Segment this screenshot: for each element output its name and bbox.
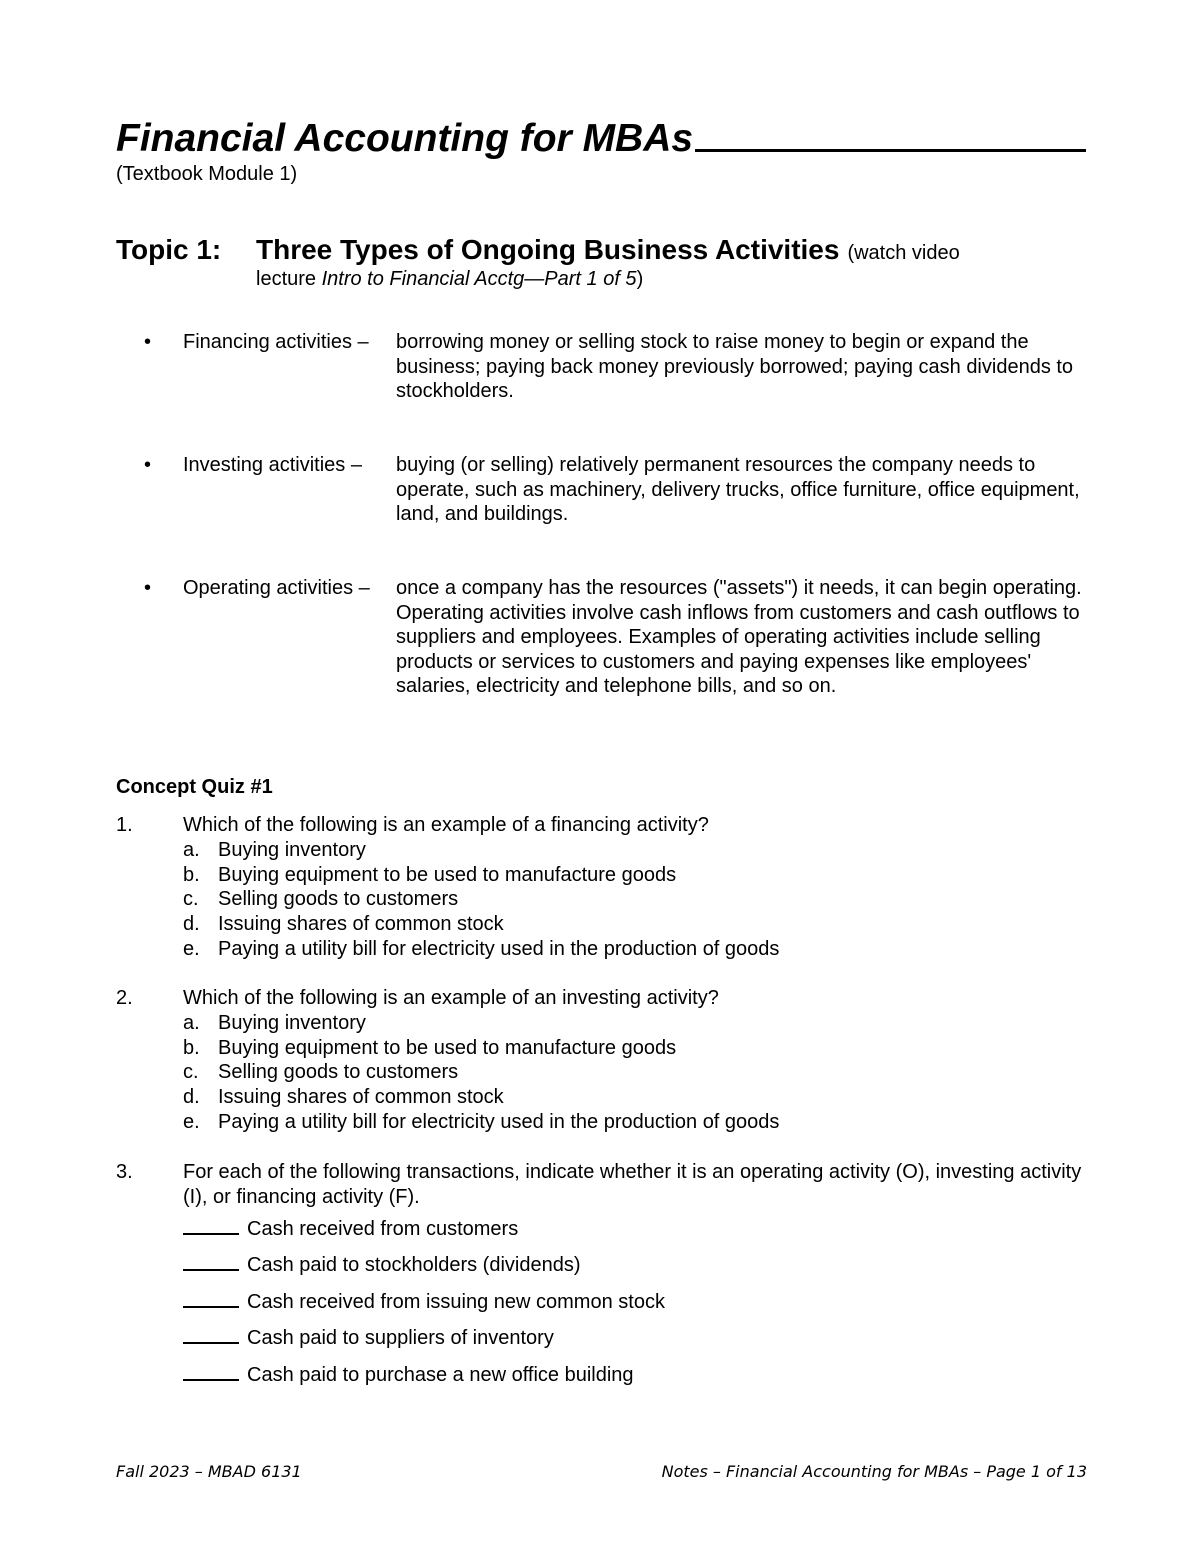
list-item xyxy=(144,576,1104,699)
answer-options xyxy=(183,838,1096,962)
bullet-icon: • xyxy=(144,331,152,353)
activity-term: Financing activities – xyxy=(183,331,369,353)
list-item: Cash paid to purchase a new office building xyxy=(183,1360,1096,1397)
topic-note: (watch video xyxy=(847,242,960,264)
list-item: Cash received from issuing new common stock xyxy=(183,1287,1096,1324)
bullet-icon: • xyxy=(144,577,152,599)
answer-option: d. Issuing shares of common stock xyxy=(183,913,504,936)
answer-option: b. Buying equipment to be used to manufacture goods xyxy=(183,1036,677,1059)
quiz-heading: Concept Quiz #1 xyxy=(116,776,273,798)
list-item: Cash paid to suppliers of inventory xyxy=(183,1323,1096,1360)
footer-page-number: Notes – Financial Accounting for MBAs – Page 1 of 13 xyxy=(661,1462,1087,1481)
answer-option: e. Paying a utility bill for electricity used in the production of goods xyxy=(183,937,780,960)
topic-label: Topic 1: xyxy=(116,234,222,265)
activity-definition: borrowing money or selling stock to raise money to begin or expand the business; paying back money previously borrowed; paying cash dividends to stockholders. xyxy=(396,331,1074,403)
quiz-question-3 xyxy=(116,1160,1096,1397)
answer-blank[interactable] xyxy=(183,1361,239,1381)
activity-definition: once a company has the resources ("assets") it needs, it can begin operating. Operating activities involve cash inflows from customers and cash outflows to suppliers and employees. Examples of operating activities include selling products or services to customers and paying expenses like employees' salaries, electricity and telephone bills, and so on. xyxy=(396,577,1082,698)
quiz-question-2 xyxy=(116,986,1096,1135)
answer-blank[interactable] xyxy=(183,1288,239,1308)
list-item: Cash paid to stockholders (dividends) xyxy=(183,1250,1096,1287)
activity-term: Investing activities – xyxy=(183,454,362,476)
list-item xyxy=(144,330,1104,453)
classification-items xyxy=(183,1214,1096,1397)
answer-option: a. Buying inventory xyxy=(183,1011,366,1034)
answer-option: c. Selling goods to customers xyxy=(183,888,459,911)
question-text: Which of the following is an example of a financing activity? xyxy=(183,814,709,836)
list-item xyxy=(144,453,1104,576)
page-subtitle: (Textbook Module 1) xyxy=(116,163,298,185)
page-title: Financial Accounting for MBAs xyxy=(116,117,694,160)
answer-blank[interactable] xyxy=(183,1251,239,1271)
video-lecture-title: Intro to Financial Acctg—Part 1 of 5 xyxy=(321,268,637,290)
answer-blank[interactable] xyxy=(183,1324,239,1344)
activity-term: Operating activities – xyxy=(183,577,370,599)
question-text: Which of the following is an example of an investing activity? xyxy=(183,987,719,1009)
answer-option: b. Buying equipment to be used to manufacture goods xyxy=(183,863,677,886)
bullet-icon: • xyxy=(144,454,152,476)
question-number: 2. xyxy=(116,987,133,1009)
question-text: For each of the following transactions, indicate whether it is an operating activity (O), investing activity (I), or financing activity (F). xyxy=(183,1161,1082,1208)
list-item: Cash received from customers xyxy=(183,1214,1096,1251)
answer-option: e. Paying a utility bill for electricity used in the production of goods xyxy=(183,1110,780,1133)
activities-list xyxy=(144,330,1104,699)
title-row xyxy=(116,112,1086,162)
topic-heading xyxy=(116,234,1096,291)
question-number: 1. xyxy=(116,814,133,836)
answer-options xyxy=(183,1011,1096,1135)
answer-option: d. Issuing shares of common stock xyxy=(183,1086,504,1109)
title-underline-rule xyxy=(695,149,1086,152)
answer-option: c. Selling goods to customers xyxy=(183,1061,459,1084)
footer-course: Fall 2023 – MBAD 6131 xyxy=(116,1462,302,1481)
answer-option: a. Buying inventory xyxy=(183,838,366,861)
question-number: 3. xyxy=(116,1161,133,1183)
topic-note-continued: lecture Intro to Financial Acctg—Part 1 of 5) xyxy=(256,268,644,290)
topic-title: Three Types of Ongoing Business Activities xyxy=(256,234,840,265)
answer-blank[interactable] xyxy=(183,1215,239,1235)
quiz-question-1 xyxy=(116,813,1096,962)
activity-definition: buying (or selling) relatively permanent resources the company needs to operate, such as machinery, delivery trucks, office furniture, office equipment, land, and buildings. xyxy=(396,454,1080,526)
